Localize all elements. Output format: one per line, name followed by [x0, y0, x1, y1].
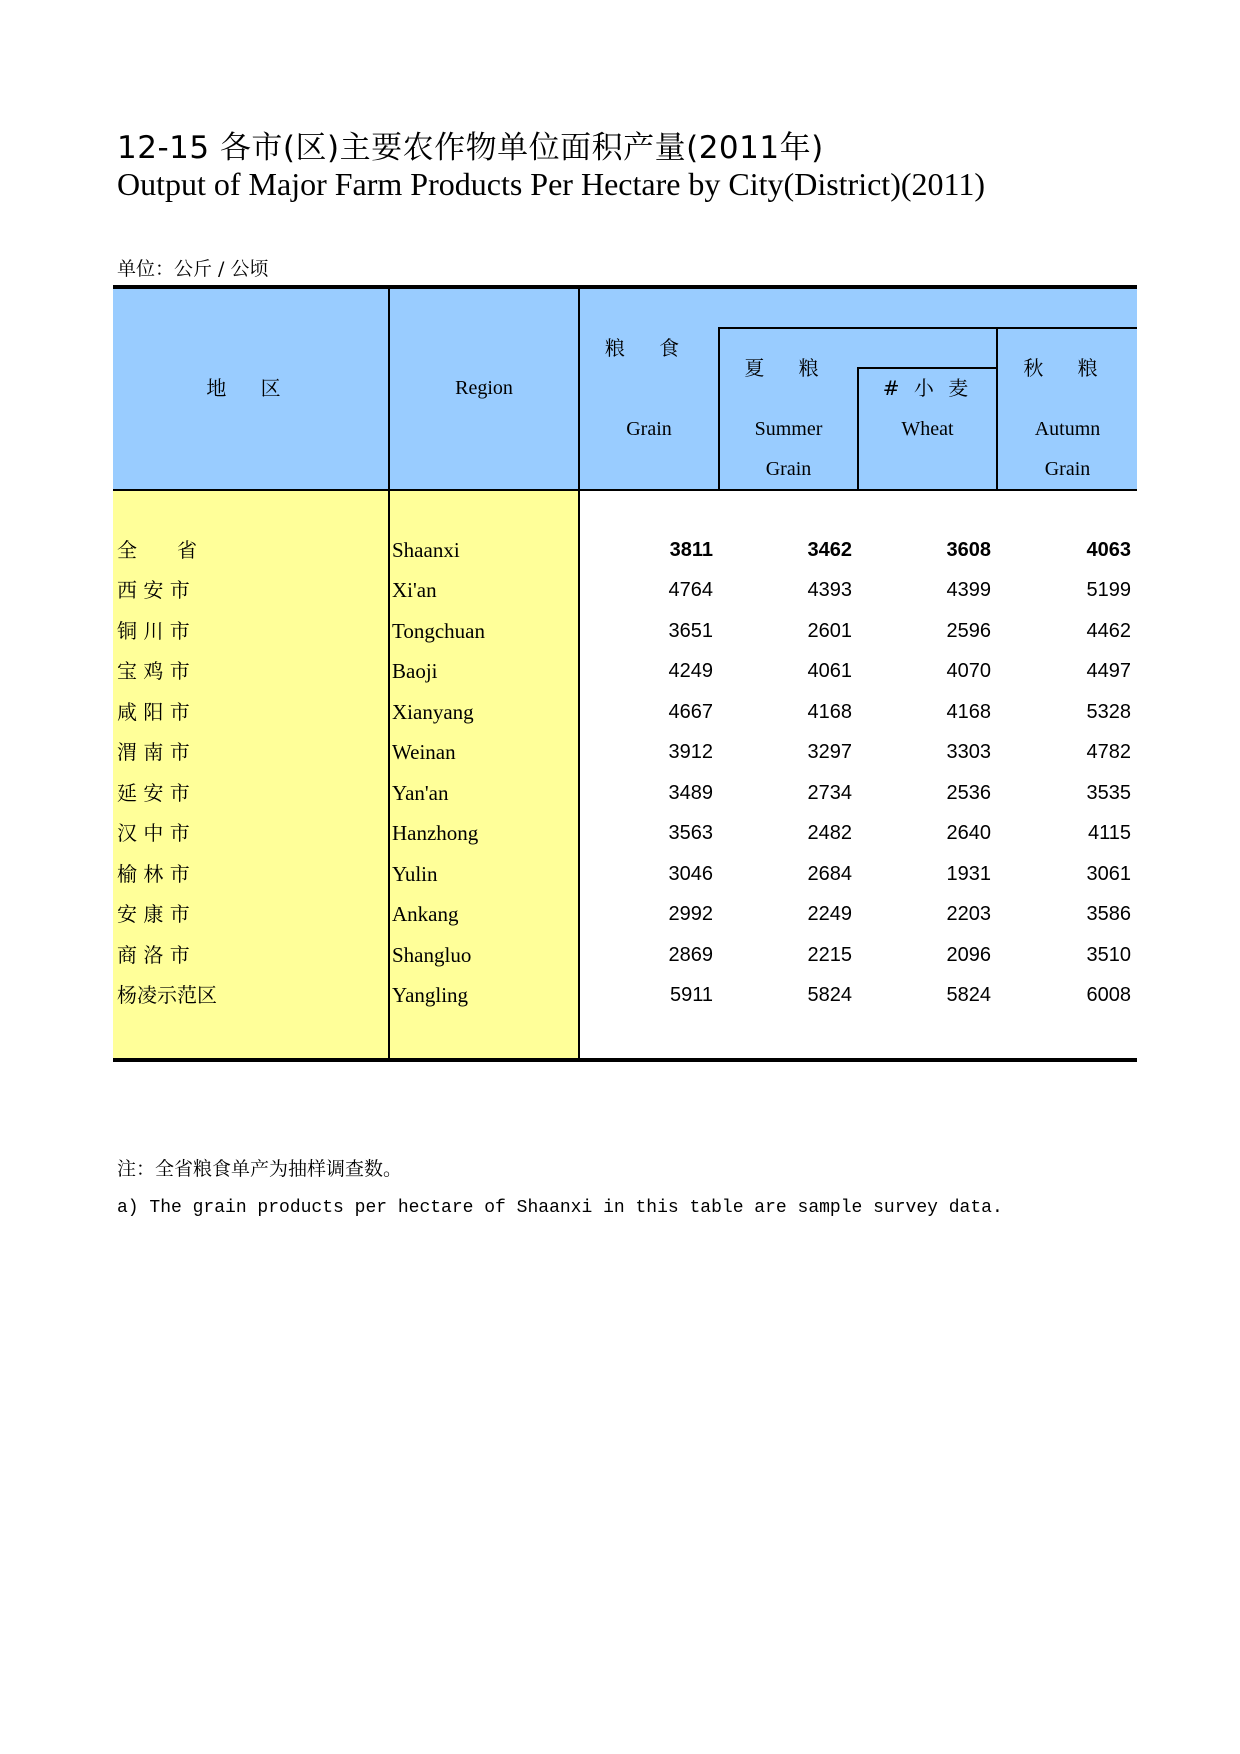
- region-name-zh: 汉 中 市: [117, 821, 190, 845]
- subheader-top-rule: [719, 327, 1137, 329]
- summer-grain-value: 2482: [807, 822, 852, 844]
- header-grain-zh: 粮 食: [604, 336, 694, 360]
- unit-label: 单位：公斤 / 公顷: [117, 258, 269, 280]
- wheat-value: 3303: [946, 741, 991, 763]
- region-name-en: Xianyang: [392, 700, 474, 724]
- region-name-zh: 全 省: [117, 538, 197, 562]
- region-name-zh: 安 康 市: [117, 902, 190, 926]
- wheat-value: 1931: [946, 863, 991, 885]
- region-name-en: Yulin: [392, 862, 438, 886]
- wheat-value: 2640: [946, 822, 991, 844]
- header-autumn-zh: 秋 粮: [1023, 356, 1112, 380]
- grain-value: 3489: [668, 782, 713, 804]
- grain-value: 3912: [668, 741, 713, 763]
- header-summer-zh: 夏 粮: [744, 356, 833, 380]
- header-wheat-en: Wheat: [901, 418, 954, 440]
- autumn-grain-value: 5199: [1086, 579, 1131, 601]
- note-en: a) The grain products per hectare of Shaanxi in this table are sample survey data.: [117, 1198, 1003, 1218]
- grain-value: 2992: [668, 903, 713, 925]
- region-name-en: Baoji: [392, 659, 438, 683]
- region-name-zh: 榆 林 市: [117, 862, 190, 886]
- summer-grain-value: 4061: [807, 660, 852, 682]
- region-name-en: Xi'an: [392, 578, 437, 602]
- summer-grain-value: 2215: [807, 944, 852, 966]
- header-wheat-zh: # 小 麦: [882, 376, 973, 400]
- region-name-en: Tongchuan: [392, 619, 486, 643]
- summer-grain-value: 4168: [807, 701, 852, 723]
- grain-value: 4249: [668, 660, 713, 682]
- region-name-en: Shangluo: [392, 943, 472, 967]
- grain-value: 3046: [668, 863, 713, 885]
- autumn-grain-value: 4462: [1086, 620, 1131, 642]
- wheat-value: 2596: [946, 620, 991, 642]
- table-title-zh: 12-15 各市(区)主要农作物单位面积产量(2011年): [117, 130, 824, 166]
- wheat-value: 5824: [946, 984, 991, 1006]
- region-name-zh: 渭 南 市: [117, 740, 190, 764]
- region-column-background: [113, 490, 579, 1059]
- grain-value: 4764: [668, 579, 713, 601]
- region-name-en: Shaanxi: [392, 538, 460, 562]
- summer-grain-value: 4393: [807, 579, 852, 601]
- grain-value: 3563: [668, 822, 713, 844]
- divider-region-en: [578, 288, 580, 1059]
- summer-grain-value: 3297: [807, 741, 852, 763]
- table-top-rule: [113, 285, 1137, 289]
- region-name-zh: 杨凌示范区: [117, 983, 217, 1007]
- region-name-zh: 西 安 市: [117, 578, 190, 602]
- header-autumn-en-1: Autumn: [1034, 418, 1101, 440]
- region-name-zh: 宝 鸡 市: [117, 659, 190, 683]
- autumn-grain-value: 4497: [1086, 660, 1131, 682]
- autumn-grain-value: 3535: [1086, 782, 1131, 804]
- header-region-en: Region: [455, 377, 513, 399]
- region-name-en: Yan'an: [392, 781, 449, 805]
- region-name-en: Ankang: [392, 902, 459, 926]
- header-summer-en-2: Grain: [765, 458, 812, 480]
- autumn-grain-value: 4063: [1086, 539, 1131, 561]
- wheat-value: 4070: [946, 660, 991, 682]
- region-name-en: Hanzhong: [392, 821, 479, 845]
- grain-value: 3811: [669, 539, 713, 561]
- summer-grain-value: 2684: [807, 863, 852, 885]
- autumn-grain-value: 3586: [1086, 903, 1131, 925]
- header-region-zh: 地 区: [206, 376, 295, 400]
- wheat-value: 2203: [946, 903, 991, 925]
- wheat-value: 4399: [946, 579, 991, 601]
- autumn-grain-value: 5328: [1086, 701, 1131, 723]
- wheat-value: 3608: [946, 539, 991, 561]
- wheat-value: 2536: [946, 782, 991, 804]
- table-bottom-rule: [113, 1058, 1137, 1062]
- region-name-zh: 咸 阳 市: [117, 700, 190, 724]
- region-name-zh: 铜 川 市: [117, 619, 190, 643]
- grain-value: 3651: [668, 620, 713, 642]
- note-zh: 注：全省粮食单产为抽样调查数。: [117, 1158, 403, 1180]
- summer-grain-value: 2601: [807, 620, 852, 642]
- wheat-value: 2096: [946, 944, 991, 966]
- summer-grain-value: 3462: [807, 539, 852, 561]
- header-autumn-en-2: Grain: [1044, 458, 1091, 480]
- autumn-grain-value: 3510: [1086, 944, 1131, 966]
- grain-value: 2869: [668, 944, 713, 966]
- autumn-grain-value: 4782: [1086, 741, 1131, 763]
- table-title-en: Output of Major Farm Products Per Hectare by City(District)(2011): [117, 166, 985, 202]
- header-summer-en-1: Summer: [754, 418, 823, 440]
- summer-grain-value: 2734: [807, 782, 852, 804]
- autumn-grain-value: 4115: [1087, 822, 1131, 844]
- region-name-zh: 延 安 市: [117, 781, 190, 805]
- region-name-en: Weinan: [392, 740, 456, 764]
- header-grain-en: Grain: [626, 418, 672, 440]
- region-name-en: Yangling: [392, 983, 469, 1007]
- grain-value: 5911: [669, 984, 713, 1006]
- region-name-zh: 商 洛 市: [117, 943, 190, 967]
- wheat-value: 4168: [946, 701, 991, 723]
- autumn-grain-value: 6008: [1086, 984, 1131, 1006]
- header-bottom-rule: [113, 489, 1137, 491]
- summer-grain-value: 5824: [807, 984, 852, 1006]
- summer-grain-value: 2249: [807, 903, 852, 925]
- autumn-grain-value: 3061: [1086, 863, 1131, 885]
- grain-value: 4667: [668, 701, 713, 723]
- divider-region-zh: [388, 288, 390, 1059]
- wheat-top-rule: [858, 367, 997, 369]
